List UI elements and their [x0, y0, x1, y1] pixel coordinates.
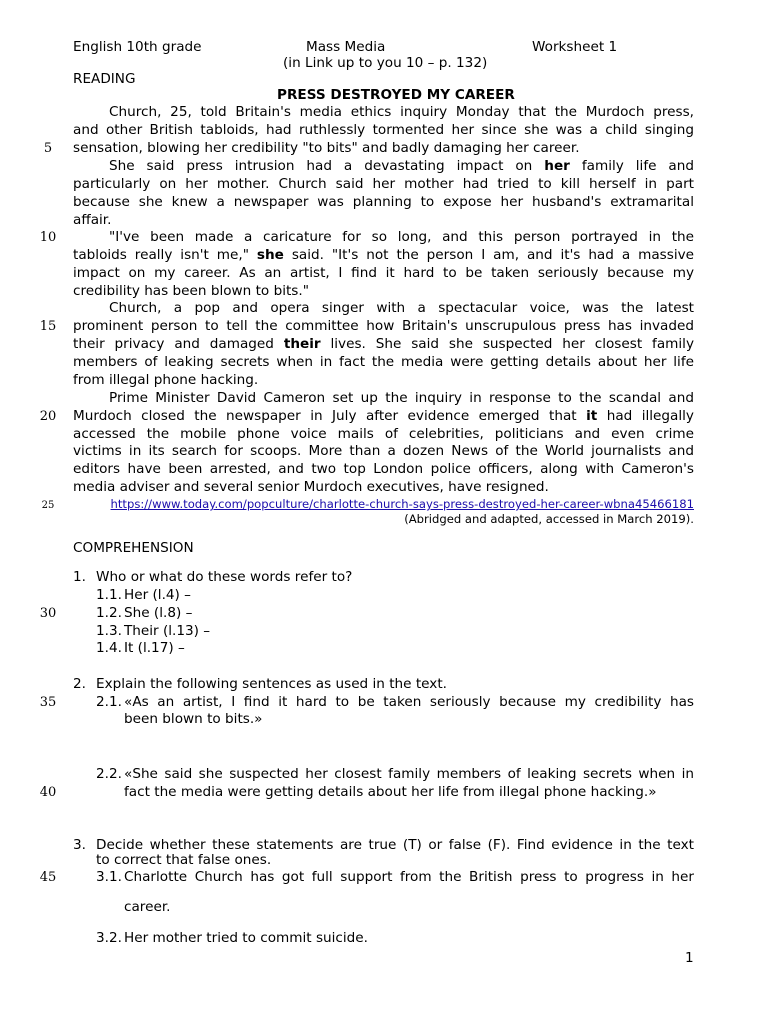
- article-title: PRESS DESTROYED MY CAREER: [277, 87, 515, 103]
- article-line: "I've been made a caricature for so long, and this person portrayed in the: [109, 229, 694, 245]
- question-number: 1.: [73, 569, 86, 585]
- bold-it: it: [586, 408, 598, 424]
- bold-their: their: [283, 336, 321, 352]
- bold-she: she: [256, 247, 284, 263]
- article-line: victims in its search for scoops. More than a dozen News of the World journalists and: [73, 443, 694, 459]
- sub-question-text: been blown to bits.»: [124, 711, 263, 727]
- article-line: from illegal phone hacking.: [73, 372, 259, 388]
- sub-question-text: Charlotte Church has got full support from the British press to progress in her: [124, 869, 694, 885]
- header-course: English 10th grade: [73, 39, 202, 55]
- header-subtitle: (in Link up to you 10 – p. 132): [283, 55, 488, 71]
- question-number: 2.: [73, 676, 86, 692]
- sub-question-text: It (l.17) –: [124, 640, 185, 656]
- question-number: 3.: [73, 837, 86, 853]
- question-text: Explain the following sentences as used in the text.: [96, 676, 447, 692]
- sub-question-text: Her mother tried to commit suicide.: [124, 930, 368, 946]
- question-text: Decide whether these statements are true (T) or false (F). Find evidence in the text: [96, 837, 694, 853]
- source-note: (Abridged and adapted, accessed in March 2019).: [404, 512, 694, 526]
- article-line: Murdoch closed the newspaper in July after evidence emerged that it had illegally: [73, 408, 694, 424]
- article-line: impact on my career. As an artist, I find it hard to be taken seriously because my: [73, 265, 694, 281]
- line-number: 20: [39, 409, 57, 424]
- article-line: Church, a pop and opera singer with a spectacular voice, was the latest: [109, 300, 694, 316]
- article-line: prominent person to tell the committee how Britain's unscrupulous press has invaded: [73, 318, 694, 334]
- article-line: tabloids really isn't me," she said. "It's not the person I am, and it's had a massive: [73, 247, 695, 263]
- article-line: particularly on her mother. Church said her mother had tried to kill herself in part: [73, 176, 694, 192]
- header-topic: Mass Media: [306, 39, 386, 55]
- sub-question-number: 1.3.: [96, 623, 122, 639]
- page-number: 1: [685, 950, 694, 966]
- sub-question-number: 1.4.: [96, 640, 122, 656]
- sub-question-number: 2.1.: [96, 694, 122, 710]
- line-number: 5: [43, 141, 53, 156]
- article-line: Church, 25, told Britain's media ethics inquiry Monday that the Murdoch press,: [109, 104, 694, 120]
- article-line: and other British tabloids, had ruthlessly tormented her since she was a child singing: [73, 122, 694, 138]
- article-line: because she knew a newspaper was planning to expose her husband's extramarital: [73, 194, 694, 210]
- line-number: 35: [39, 695, 57, 710]
- question-text: to correct that false ones.: [96, 852, 272, 868]
- sub-question-number: 3.2.: [96, 930, 122, 946]
- article-line: media adviser and several senior Murdoch executives, have resigned.: [73, 479, 549, 495]
- sub-question-text: fact the media were getting details about her life from illegal phone hacking.»: [124, 784, 657, 800]
- article-line: sensation, blowing her credibility "to bits" and badly damaging her career.: [73, 140, 580, 156]
- sub-question-text: Their (l.13) –: [124, 623, 211, 639]
- article-line: members of leaking secrets when in fact the media were getting details about her life: [73, 354, 694, 370]
- article-line: their privacy and damaged their lives. She said she suspected her closest family: [73, 336, 695, 352]
- line-number: 40: [39, 785, 57, 800]
- line-number: 15: [39, 319, 57, 334]
- section-reading-heading: READING: [73, 71, 136, 87]
- article-line: She said press intrusion had a devastating impact on her family life and: [109, 158, 695, 174]
- sub-question-number: 3.1.: [96, 869, 122, 885]
- sub-question-text: career.: [124, 899, 171, 915]
- sub-question-text: «As an artist, I find it hard to be taken seriously because my credibility has: [124, 694, 694, 710]
- line-number: 45: [39, 870, 57, 885]
- sub-question-number: 1.1.: [96, 587, 122, 603]
- sub-question-text: «She said she suspected her closest family members of leaking secrets when in: [124, 766, 694, 782]
- sub-question-text: She (l.8) –: [124, 605, 193, 621]
- section-comprehension-heading: COMPREHENSION: [73, 540, 194, 556]
- header-worksheet: Worksheet 1: [532, 39, 618, 55]
- line-number: 10: [39, 230, 57, 245]
- sub-question-number: 1.2.: [96, 605, 122, 621]
- line-number: 25: [41, 500, 55, 511]
- line-number: 30: [39, 606, 57, 621]
- article-line: credibility has been blown to bits.": [73, 283, 309, 299]
- bold-her: her: [544, 158, 570, 174]
- sub-question-number: 2.2.: [96, 766, 122, 782]
- article-line: editors have been arrested, and two top London police officers, along with Cameron's: [73, 461, 694, 477]
- sub-question-text: Her (l.4) –: [124, 587, 191, 603]
- question-text: Who or what do these words refer to?: [96, 569, 353, 585]
- source-link[interactable]: https://www.today.com/popculture/charlotte-church-says-press-destroyed-her-career-wbna45466181: [110, 497, 694, 511]
- article-line: accessed the mobile phone voice mails of celebrities, politicians and even crime: [73, 426, 694, 442]
- article-line: affair.: [73, 212, 112, 228]
- article-line: Prime Minister David Cameron set up the inquiry in response to the scandal and: [109, 390, 694, 406]
